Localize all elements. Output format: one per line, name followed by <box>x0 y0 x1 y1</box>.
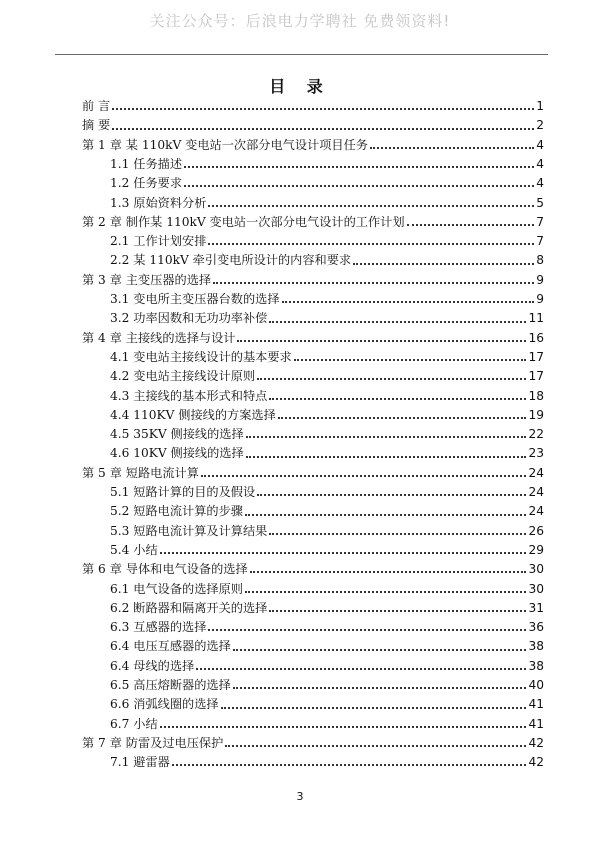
toc-entry-page: 2 <box>536 118 544 133</box>
toc-leader-dots <box>278 416 527 419</box>
toc-entry-page: 36 <box>528 620 544 635</box>
toc-section-entry <box>82 672 544 691</box>
toc-chapter-entry <box>82 460 544 479</box>
toc-leader-dots <box>160 551 527 554</box>
toc-leader-dots <box>407 223 535 226</box>
toc-section-entry <box>82 537 544 556</box>
toc-section-entry <box>82 749 544 768</box>
toc-entry-label: 第 7 章 防雷及过电压保护 <box>82 735 224 750</box>
toc-leader-dots <box>233 648 527 651</box>
toc-leader-dots <box>245 513 527 516</box>
footer-page-number: 3 <box>296 790 304 803</box>
toc-leader-dots <box>184 184 534 187</box>
toc-entry-page: 22 <box>528 427 544 442</box>
toc-leader-dots <box>160 725 527 728</box>
toc-entry-label: 3.2 功率因数和无功功率补偿 <box>110 311 268 326</box>
toc-section-entry <box>82 421 544 440</box>
toc-entry-page: 24 <box>528 504 544 519</box>
toc-leader-dots <box>269 609 526 612</box>
toc-entry-page: 17 <box>528 349 544 364</box>
toc-entry-page: 4 <box>536 176 544 191</box>
toc-entry-label: 6.3 互感器的选择 <box>110 620 207 635</box>
toc-chapter-entry <box>82 112 544 131</box>
toc-section-entry <box>82 305 544 324</box>
toc-entry-page: 40 <box>528 678 544 692</box>
toc-section-entry <box>82 247 544 266</box>
toc-entry-label: 前 言 <box>82 99 111 114</box>
toc-leader-dots <box>196 667 526 670</box>
toc-entry-page: 19 <box>528 407 544 422</box>
toc-entry-label: 6.1 电气设备的选择原则 <box>110 581 243 596</box>
toc-section-entry <box>82 653 544 672</box>
toc-entry-label: 5.1 短路计算的目的及假设 <box>110 485 256 500</box>
toc-chapter-entry <box>82 93 544 112</box>
toc-entry-page: 30 <box>528 581 544 596</box>
toc-entry-label: 4.3 主接线的基本形式和特点 <box>110 388 268 403</box>
toc-entry-page: 23 <box>528 446 544 461</box>
toc-section-entry <box>82 633 544 652</box>
toc-entry-label: 6.4 母线的选择 <box>110 658 195 673</box>
toc-leader-dots <box>208 204 534 207</box>
toc-section-entry <box>82 382 544 401</box>
toc-chapter-entry <box>82 132 544 151</box>
toc-section-entry <box>82 614 544 633</box>
toc-entry-label: 6.5 高压熔断器的选择 <box>110 678 231 692</box>
toc-section-entry <box>82 344 544 363</box>
toc-entry-label: 5.2 短路电流计算的步骤 <box>110 504 243 519</box>
toc-leader-dots <box>250 570 527 573</box>
toc-section-entry <box>82 228 544 247</box>
toc-chapter-entry <box>82 267 544 286</box>
toc-entry-page: 38 <box>528 658 544 673</box>
toc-entry-label: 第 3 章 主变压器的选择 <box>82 272 212 287</box>
toc-leader-dots <box>269 532 526 535</box>
toc-entry-page: 4 <box>536 156 544 171</box>
toc-leader-dots <box>208 242 534 245</box>
toc-entry-label: 4.2 变电站主接线设计原则 <box>110 369 256 384</box>
toc-entry-label: 第 4 章 主接线的选择与设计 <box>82 330 236 345</box>
toc-chapter-entry <box>82 556 544 575</box>
toc-entry-page: 1 <box>536 99 544 114</box>
toc-leader-dots <box>201 474 527 477</box>
toc-entry-page: 18 <box>528 388 544 403</box>
toc-entry-page: 38 <box>528 639 544 654</box>
toc-entry-label: 第 6 章 导体和电气设备的选择 <box>82 562 248 577</box>
toc-title: 目 录 <box>269 77 331 96</box>
watermark: 关注公众号：后浪电力学聘社 免费领资料! <box>149 12 451 30</box>
toc-entry-page: 7 <box>536 214 544 229</box>
toc-entry-label: 6.7 小结 <box>110 716 158 731</box>
toc-leader-dots <box>282 300 535 303</box>
table-of-contents <box>82 93 544 768</box>
toc-section-entry <box>82 363 544 382</box>
toc-leader-dots <box>257 493 526 496</box>
toc-entry-page: 24 <box>528 485 544 500</box>
toc-entry-label: 7.1 避雷器 <box>110 755 170 770</box>
toc-entry-page: 5 <box>536 195 544 210</box>
toc-entry-label: 3.1 变电所主变压器台数的选择 <box>110 292 280 307</box>
toc-section-entry <box>82 286 544 305</box>
toc-entry-label: 4.4 110KV 侧接线的方案选择 <box>110 407 276 422</box>
toc-entry-label: 5.4 小结 <box>110 542 158 557</box>
toc-section-entry <box>82 498 544 517</box>
toc-leader-dots <box>257 377 526 380</box>
toc-section-entry <box>82 170 544 189</box>
toc-section-entry <box>82 479 544 498</box>
toc-leader-dots <box>246 435 527 438</box>
toc-entry-label: 4.6 10KV 侧接线的选择 <box>110 446 244 461</box>
toc-entry-page: 30 <box>528 562 544 577</box>
toc-section-entry <box>82 691 544 710</box>
toc-entry-page: 42 <box>528 755 544 770</box>
toc-leader-dots <box>269 320 526 323</box>
toc-entry-page: 8 <box>536 253 544 268</box>
toc-entry-label: 2.1 工作计划安排 <box>110 234 207 249</box>
toc-leader-dots <box>237 339 526 342</box>
toc-entry-page: 42 <box>528 735 544 750</box>
toc-leader-dots <box>112 127 534 130</box>
toc-leader-dots <box>112 107 534 110</box>
toc-entry-label: 4.5 35KV 侧接线的选择 <box>110 427 244 442</box>
toc-leader-dots <box>245 590 527 593</box>
toc-section-entry <box>82 151 544 170</box>
toc-entry-label: 6.6 消弧线圈的选择 <box>110 697 219 712</box>
toc-entry-page: 16 <box>528 330 544 345</box>
toc-entry-page: 17 <box>528 369 544 384</box>
toc-leader-dots <box>269 397 526 400</box>
toc-chapter-entry <box>82 325 544 344</box>
toc-entry-page: 31 <box>528 600 544 615</box>
toc-entry-label: 1.1 任务描述 <box>110 156 183 171</box>
toc-section-entry <box>82 575 544 594</box>
toc-entry-page: 41 <box>528 697 544 712</box>
toc-leader-dots <box>172 763 527 766</box>
toc-chapter-entry <box>82 209 544 228</box>
toc-entry-label: 第 2 章 制作某 110kV 变电站一次部分电气设计的工作计划 <box>82 214 405 229</box>
toc-section-entry <box>82 595 544 614</box>
header-rule <box>55 54 548 55</box>
toc-leader-dots <box>370 146 534 149</box>
toc-entry-page: 41 <box>528 716 544 731</box>
toc-entry-label: 6.2 断路器和隔离开关的选择 <box>110 600 268 615</box>
toc-entry-label: 1.2 任务要求 <box>110 176 183 191</box>
toc-section-entry <box>82 711 544 730</box>
toc-leader-dots <box>353 262 534 265</box>
toc-leader-dots <box>213 281 534 284</box>
toc-entry-page: 9 <box>536 272 544 287</box>
toc-leader-dots <box>208 628 526 631</box>
toc-section-entry <box>82 189 544 208</box>
toc-entry-label: 2.2 某 110kV 牵引变电所设计的内容和要求 <box>110 253 352 268</box>
toc-entry-label: 摘 要 <box>82 118 111 133</box>
toc-entry-page: 7 <box>536 234 544 249</box>
toc-leader-dots <box>221 706 527 709</box>
toc-entry-label: 1.3 原始资料分析 <box>110 195 207 210</box>
toc-leader-dots <box>233 686 527 689</box>
toc-section-entry <box>82 518 544 537</box>
toc-entry-label: 第 1 章 某 110kV 变电站一次部分电气设计项目任务 <box>82 137 368 152</box>
toc-entry-page: 9 <box>536 292 544 307</box>
toc-section-entry <box>82 402 544 421</box>
toc-section-entry <box>82 440 544 459</box>
toc-leader-dots <box>294 358 527 361</box>
toc-entry-page: 11 <box>528 311 544 326</box>
toc-entry-label: 5.3 短路电流计算及计算结果 <box>110 523 268 538</box>
toc-entry-label: 6.4 电压互感器的选择 <box>110 639 231 654</box>
toc-entry-page: 29 <box>528 542 544 557</box>
toc-leader-dots <box>225 744 526 747</box>
toc-entry-page: 26 <box>528 523 544 538</box>
toc-leader-dots <box>184 165 534 168</box>
toc-entry-page: 4 <box>536 137 544 152</box>
toc-chapter-entry <box>82 730 544 749</box>
toc-entry-label: 第 5 章 短路电流计算 <box>82 465 199 480</box>
toc-entry-label: 4.1 变电站主接线设计的基本要求 <box>110 349 292 364</box>
toc-leader-dots <box>246 455 527 458</box>
toc-entry-page: 24 <box>528 465 544 480</box>
